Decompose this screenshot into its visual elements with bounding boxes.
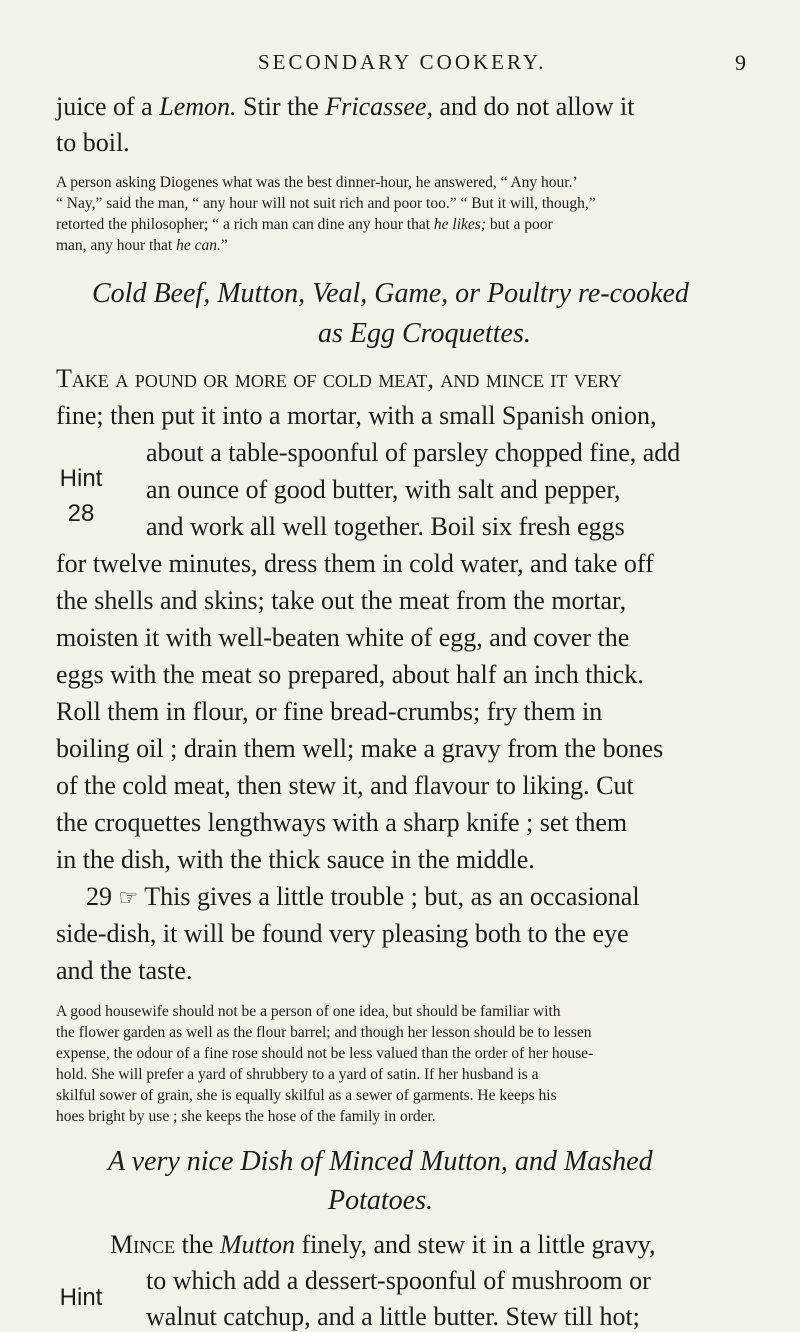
body-line: moisten it with well-beaten white of egg, and cover the	[56, 623, 630, 652]
anecdote-line: expense, the odour of a fine rose should not be less valued than the order of her house-	[56, 1045, 594, 1062]
body-line: an ounce of good butter, with salt and pepper,	[146, 475, 621, 504]
body-line: Take a pound or more of cold meat, and mince it very	[56, 364, 622, 393]
body-line: boiling oil ; drain them well; make a gravy from the bones	[56, 734, 664, 763]
anecdote-line: skilful sower of grain, she is equally skilful as a sewer of garments. He keeps his	[56, 1087, 557, 1104]
running-title: SECONDARY COOKERY.	[258, 50, 547, 74]
anecdote-line: retorted the philosopher; “ a rich man can dine any hour that he likes; but a poor	[56, 216, 553, 233]
body-line: about a table-spoonful of parsley chopped fine, add	[146, 438, 681, 467]
body-line: the shells and skins; take out the meat from the mortar,	[56, 586, 627, 615]
page-number: 9	[735, 50, 746, 75]
recipe-title: Cold Beef, Mutton, Veal, Game, or Poultry re-cooked	[92, 278, 689, 309]
recipe-title: A very nice Dish of Minced Mutton, and Mashed	[108, 1146, 653, 1177]
body-line: Roll them in flour, or fine bread-crumbs; fry them in	[56, 697, 603, 726]
anecdote-line: hoes bright by use ; she keeps the hose of the family in order.	[56, 1108, 436, 1125]
anecdote-line: the flower garden as well as the flour barrel; and though her lesson should be to lessen	[56, 1024, 592, 1041]
pointing-hand-icon: ☞	[118, 885, 139, 910]
body-line: side-dish, it will be found very pleasing both to the eye	[56, 919, 629, 948]
body-line: eggs with the meat so prepared, about half an inch thick.	[56, 660, 644, 689]
body-line: of the cold meat, then stew it, and flavour to liking. Cut	[56, 771, 634, 800]
body-line: walnut catchup, and a little butter. Stew till hot;	[146, 1302, 640, 1331]
body-line: fine; then put it into a mortar, with a small Spanish onion,	[56, 401, 657, 430]
body-line: to boil.	[56, 128, 130, 157]
anecdote-line: “ Nay,” said the man, “ any hour will not suit rich and poor too.” “ But it will, though,”	[56, 195, 596, 212]
anecdote-line: A person asking Diogenes what was the best dinner-hour, he answered, “ Any hour.’	[56, 174, 578, 191]
running-header	[0, 50, 800, 80]
body-line: Mince the Mutton finely, and stew it in a little gravy,	[110, 1230, 656, 1259]
body-line: and the taste.	[56, 956, 193, 985]
body-line: the croquettes lengthways with a sharp knife ; set them	[56, 808, 628, 837]
hint-label: Hint	[59, 1284, 103, 1311]
body-line: juice of a Lemon. Stir the Fricassee, and do not allow it	[56, 92, 635, 121]
footnote-number: 29	[86, 882, 112, 911]
hint-number: 28	[67, 500, 95, 527]
body-line: and work all well together. Boil six fresh eggs	[146, 512, 625, 541]
anecdote-line: A good housewife should not be a person of one idea, but should be familiar with	[56, 1003, 561, 1020]
anecdote-line: man, any hour that he can.”	[56, 237, 228, 254]
body-line: for twelve minutes, dress them in cold water, and take off	[56, 549, 654, 578]
recipe-title: Potatoes.	[328, 1185, 433, 1216]
body-line: 29 ☞ This gives a little trouble ; but, as an occasional	[86, 882, 640, 911]
hint-label: Hint	[59, 465, 103, 492]
anecdote-line: hold. She will prefer a yard of shrubbery to a yard of satin. If her husband is a	[56, 1066, 539, 1083]
body-line: in the dish, with the thick sauce in the middle.	[56, 845, 535, 874]
body-line: to which add a dessert-spoonful of mushroom or	[146, 1266, 651, 1295]
recipe-title: as Egg Croquettes.	[318, 318, 531, 349]
